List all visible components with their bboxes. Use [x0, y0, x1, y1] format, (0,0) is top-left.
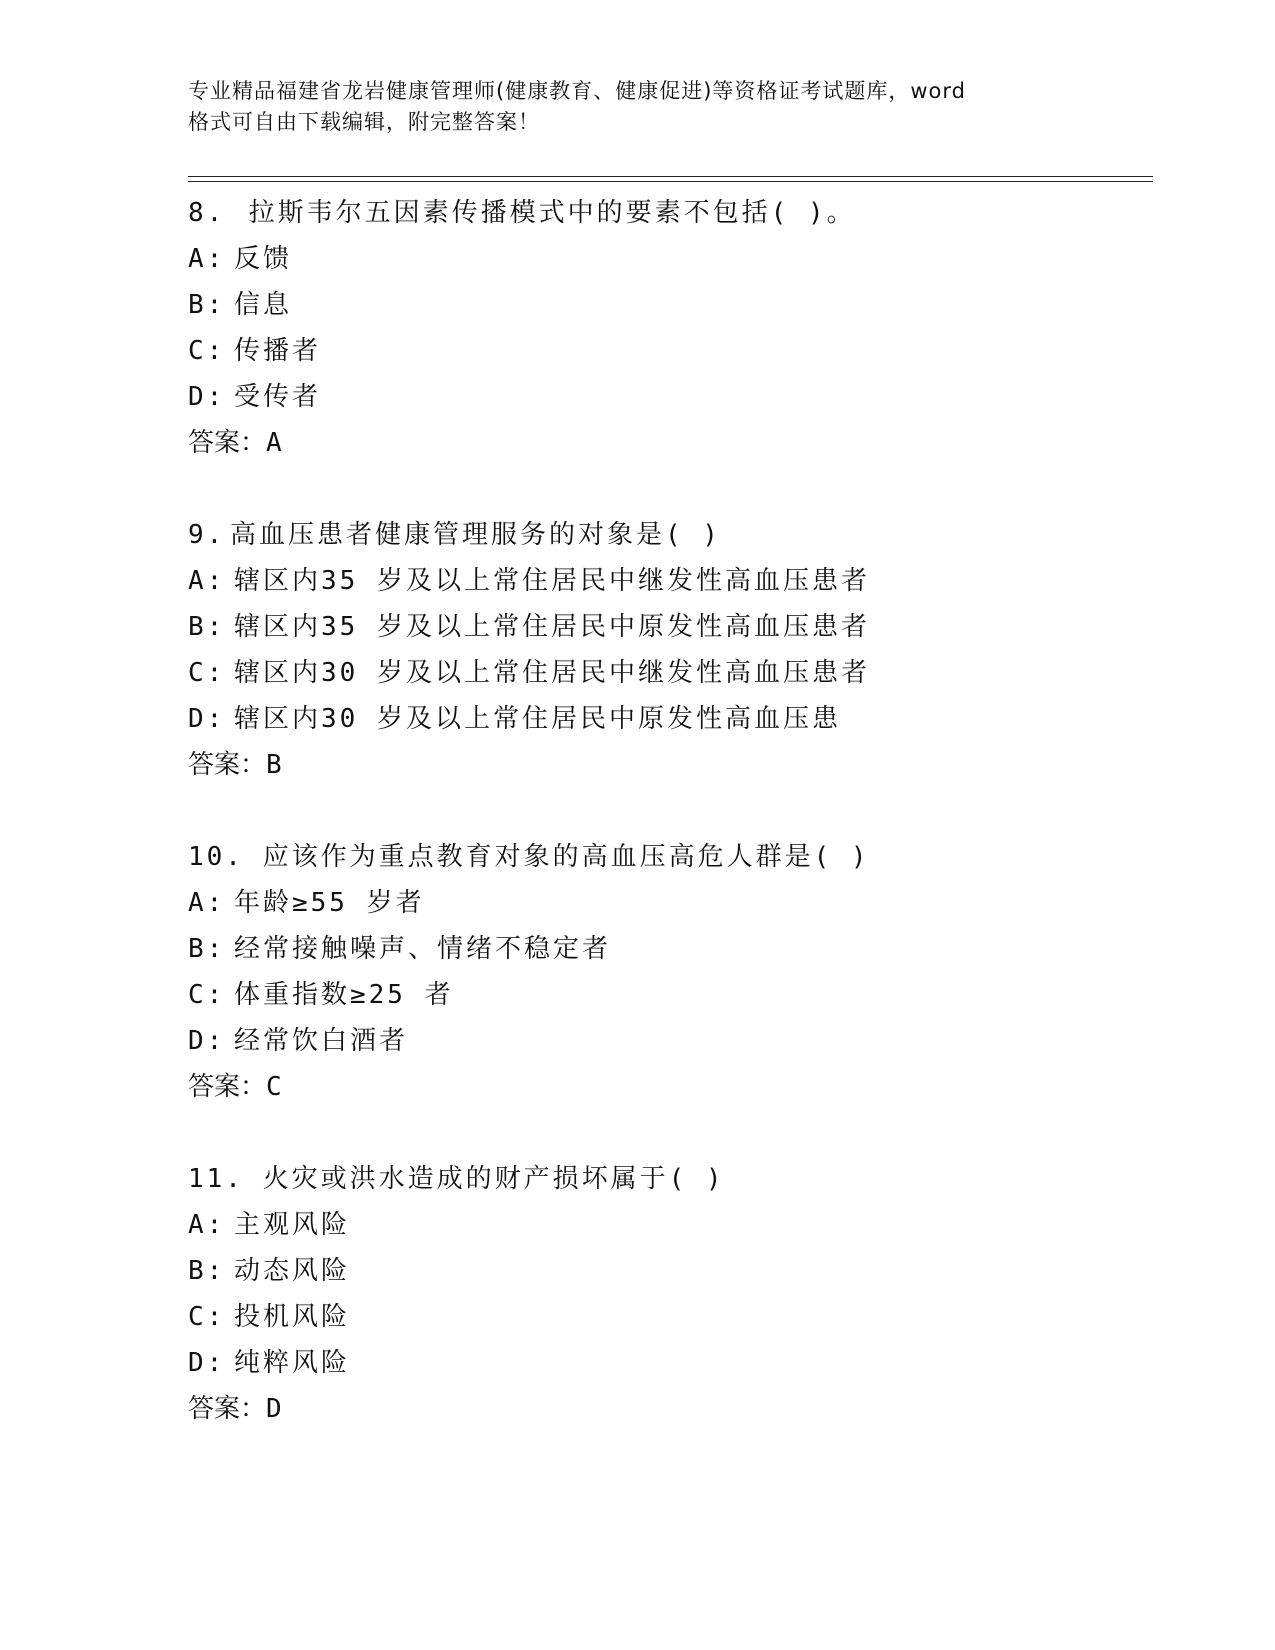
answer-label: 答案：: [188, 1394, 267, 1424]
option-text: 辖区内35 岁及以上常住居民中继发性高血压患者: [234, 566, 870, 596]
answer-value: D: [266, 1394, 282, 1424]
option-d: [188, 1018, 1148, 1064]
option-key: B:: [188, 290, 226, 320]
option-text: 纯粹风险: [234, 1348, 351, 1378]
answer-label: 答案：: [188, 750, 267, 780]
question-number: 9.: [188, 520, 226, 550]
header-line-2: 格式可自由下载编辑，附完整答案！: [188, 110, 540, 134]
option-b: [188, 1248, 1148, 1294]
question-list: [188, 190, 1148, 1478]
answer-line: [188, 1386, 1148, 1432]
option-key: B:: [188, 934, 226, 964]
question-number: 10.: [188, 842, 244, 872]
option-text: 辖区内30 岁及以上常住居民中继发性高血压患者: [234, 658, 870, 688]
question-11: [188, 1156, 1148, 1432]
option-key: C:: [188, 980, 226, 1010]
question-stem: [188, 1156, 1148, 1202]
option-a: [188, 1202, 1148, 1248]
option-key: C:: [188, 658, 226, 688]
option-key: B:: [188, 612, 226, 642]
option-text: 受传者: [234, 382, 322, 412]
option-c: [188, 1294, 1148, 1340]
option-text: 年龄≥55 岁者: [234, 888, 425, 918]
question-text: 应该作为重点教育对象的高血压高危人群是( ): [243, 842, 870, 872]
answer-value: A: [266, 428, 282, 458]
option-a: [188, 880, 1148, 926]
answer-label: 答案：: [188, 1072, 267, 1102]
option-key: D:: [188, 382, 226, 412]
option-key: A:: [188, 1210, 226, 1240]
question-text: 高血压患者健康管理服务的对象是( ): [230, 520, 721, 550]
option-a: [188, 236, 1148, 282]
option-text: 动态风险: [234, 1256, 351, 1286]
option-c: [188, 328, 1148, 374]
option-c: [188, 650, 1148, 696]
option-b: [188, 926, 1148, 972]
option-text: 经常饮白酒者: [234, 1026, 409, 1056]
question-stem: [188, 190, 1148, 236]
answer-line: [188, 1064, 1148, 1110]
option-key: A:: [188, 888, 226, 918]
answer-label: 答案：: [188, 428, 267, 458]
question-stem: [188, 834, 1148, 880]
option-key: C:: [188, 336, 226, 366]
option-key: D:: [188, 1026, 226, 1056]
option-b: [188, 282, 1148, 328]
option-key: B:: [188, 1256, 226, 1286]
option-b: [188, 604, 1148, 650]
question-number: 8.: [188, 198, 226, 228]
option-d: [188, 696, 1148, 742]
option-key: D:: [188, 1348, 226, 1378]
question-text: 拉斯韦尔五因素传播模式中的要素不包括( )。: [230, 198, 856, 228]
question-stem: [188, 512, 1148, 558]
option-text: 反馈: [234, 244, 293, 274]
option-d: [188, 1340, 1148, 1386]
header-line-1: 专业精品福建省龙岩健康管理师(健康教育、健康促进)等资格证考试题库，word: [188, 79, 967, 103]
option-text: 辖区内35 岁及以上常住居民中原发性高血压患者: [234, 612, 870, 642]
document-header: [188, 76, 1068, 138]
answer-line: [188, 742, 1148, 788]
question-8: [188, 190, 1148, 466]
answer-line: [188, 420, 1148, 466]
option-text: 投机风险: [234, 1302, 351, 1332]
option-a: [188, 558, 1148, 604]
option-text: 体重指数≥25 者: [234, 980, 454, 1010]
question-number: 11.: [188, 1164, 244, 1194]
option-key: A:: [188, 244, 226, 274]
header-divider-bottom: [188, 181, 1153, 182]
option-text: 主观风险: [234, 1210, 351, 1240]
option-text: 辖区内30 岁及以上常住居民中原发性高血压患: [234, 704, 841, 734]
option-text: 经常接触噪声、情绪不稳定者: [234, 934, 612, 964]
header-divider-top: [188, 176, 1153, 177]
question-10: [188, 834, 1148, 1110]
answer-value: C: [266, 1072, 282, 1102]
option-key: C:: [188, 1302, 226, 1332]
option-text: 信息: [234, 290, 293, 320]
option-c: [188, 972, 1148, 1018]
option-key: A:: [188, 566, 226, 596]
option-text: 传播者: [234, 336, 322, 366]
answer-value: B: [266, 750, 282, 780]
question-text: 火灾或洪水造成的财产损坏属于( ): [243, 1164, 725, 1194]
option-d: [188, 374, 1148, 420]
option-key: D:: [188, 704, 226, 734]
question-9: [188, 512, 1148, 788]
